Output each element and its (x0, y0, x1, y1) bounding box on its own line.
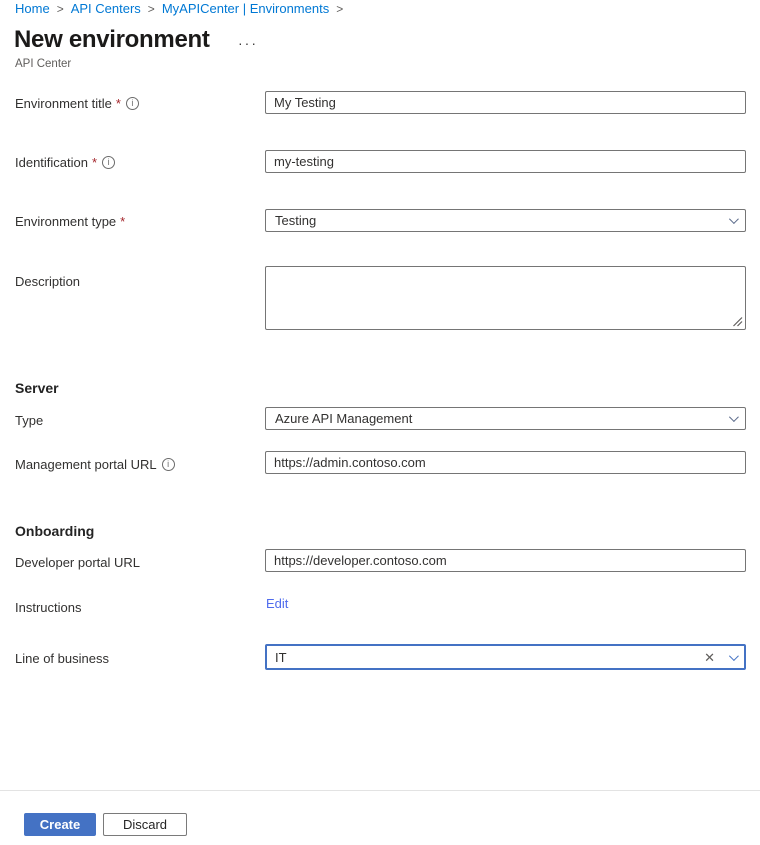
description-textarea[interactable] (265, 266, 746, 330)
environment-title-input[interactable] (265, 91, 746, 114)
server-type-select[interactable] (265, 407, 746, 430)
label-text: Instructions (15, 600, 82, 615)
label-text: Identification (15, 155, 88, 170)
developer-portal-url-input[interactable] (265, 549, 746, 572)
chevron-down-icon (729, 412, 739, 422)
label-text: Management portal URL (15, 457, 157, 472)
clear-icon[interactable]: ✕ (704, 649, 715, 665)
info-icon[interactable]: i (126, 97, 139, 110)
breadcrumb-link-home[interactable]: Home (15, 1, 50, 16)
server-type-value: Azure API Management (275, 411, 413, 426)
line-of-business-input[interactable] (275, 650, 704, 665)
identification-label (15, 155, 115, 170)
environment-type-value: Testing (275, 213, 317, 228)
create-button[interactable]: Create (24, 813, 96, 836)
breadcrumb-link-api-centers[interactable]: API Centers (70, 1, 141, 16)
chevron-down-icon (729, 214, 739, 224)
page-title: New environment (14, 26, 210, 53)
section-header-onboarding: Onboarding (15, 523, 95, 539)
breadcrumb-separator: > (336, 2, 344, 16)
breadcrumb (15, 1, 350, 16)
chevron-down-icon (729, 651, 739, 661)
discard-button[interactable]: Discard (103, 813, 187, 836)
identification-input[interactable] (265, 150, 746, 173)
breadcrumb-link-myapicenter-environments[interactable]: MyAPICenter | Environments (161, 1, 330, 16)
management-portal-url-input[interactable] (265, 451, 746, 474)
line-of-business-combobox[interactable] (265, 644, 746, 670)
section-header-server: Server (15, 380, 59, 396)
more-menu-icon[interactable]: ··· (234, 33, 262, 53)
description-label (15, 274, 80, 289)
required-marker: * (120, 214, 126, 229)
breadcrumb-separator: > (147, 2, 155, 16)
server-type-label (15, 413, 43, 428)
page-subtitle: API Center (15, 58, 72, 70)
label-text: Developer portal URL (15, 555, 141, 570)
management-portal-url-label (15, 457, 175, 472)
instructions-edit-link[interactable]: Edit (266, 596, 289, 611)
label-text: Environment type (15, 214, 117, 229)
info-icon[interactable]: i (162, 458, 175, 471)
developer-portal-url-label (15, 555, 140, 570)
resize-grip-icon[interactable] (732, 316, 743, 327)
required-marker: * (115, 96, 121, 111)
label-text: Description (15, 274, 81, 289)
breadcrumb-separator: > (56, 2, 64, 16)
label-text: Line of business (15, 651, 109, 666)
label-text: Environment title (15, 96, 112, 111)
footer-divider (0, 790, 760, 791)
environment-type-label (15, 214, 125, 229)
required-marker: * (92, 155, 98, 170)
environment-title-label (15, 96, 139, 111)
label-text: Type (15, 413, 44, 428)
info-icon[interactable]: i (102, 156, 115, 169)
instructions-label (15, 600, 81, 615)
line-of-business-label (15, 651, 109, 666)
environment-type-select[interactable] (265, 209, 746, 232)
